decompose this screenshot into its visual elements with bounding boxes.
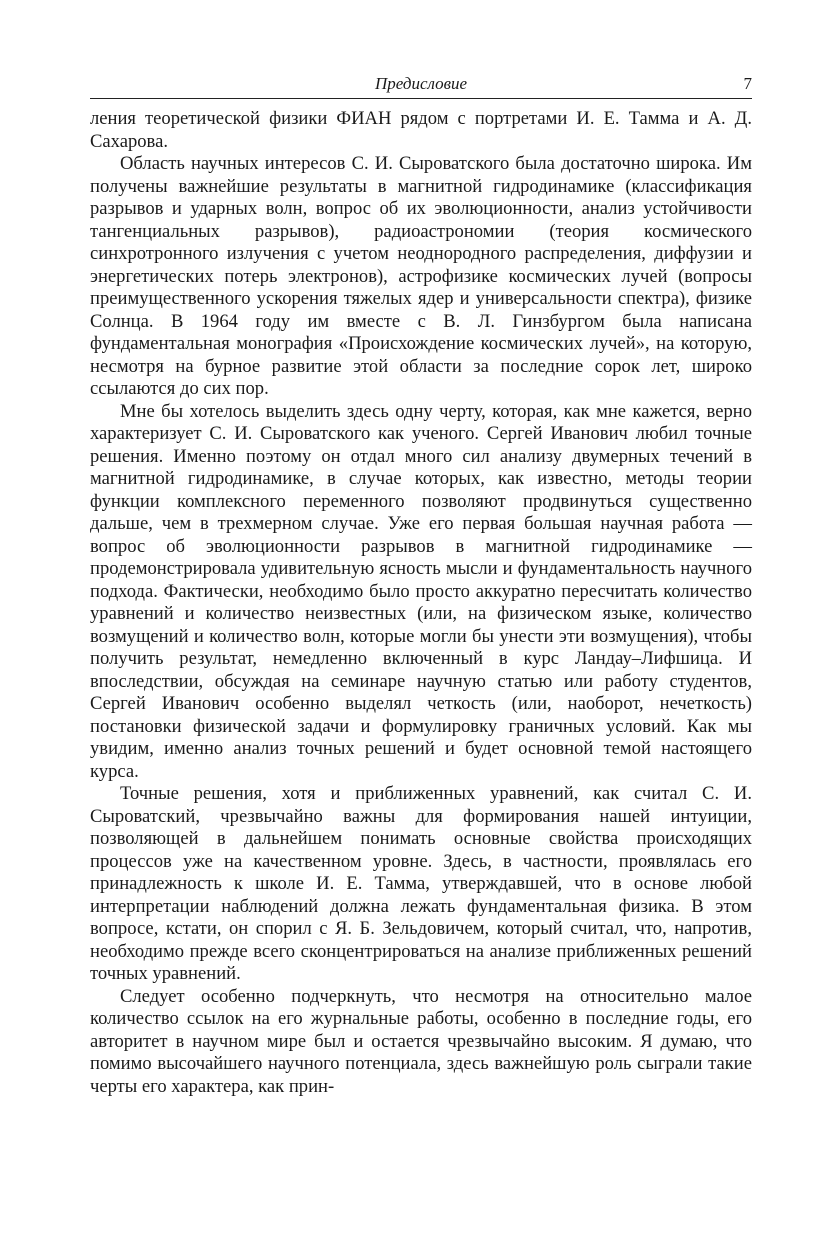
paragraph-authority: Следует особенно подчеркнуть, что несмотря на относительно малое количество ссылок на его журнальные работы, особенно в последние годы, его авторитет в научном мире был и остается чрезвычайно высоким. Я думаю, что помимо высочайшего научного потенциала, здесь важнейшую роль сыграли такие черты его характера, как прин- [90,985,752,1097]
page-number: 7 [743,74,752,93]
paragraph-intuition: Точные решения, хотя и приближенных уравнений, как считал С. И. Сыроватский, чрезвычайно важны для формирования нашей интуиции, позволяющей в дальнейшем понимать основные свойства происходящих процессов уже на качественном уровне. Здесь, в частности, проявлялась его принадлежность к школе И. Е. Тамма, утверждавшей, что в основе любой интерпретации наблюдений должна лежать фундаментальная физика. В этом вопросе, кстати, он спорил с Я. Б. Зельдовичем, который считал, что, напротив, необходимо прежде всего сконцентрироваться на анализе приближенных решений точных уравнений. [90,783,752,984]
running-header [90,72,752,99]
body-text [90,108,752,1098]
paragraph-continuation: ления теоретической физики ФИАН рядом с портретами И. Е. Тамма и А. Д. Сахарова. [90,108,752,152]
paragraph-research-interests: Область научных интересов С. И. Сыроватского была достаточно широка. Им получены важнейшие результаты в магнитной гидродинамике (классификация разрывов и ударных волн, вопрос об их эволюционности, анализ устойчивости тангенциальных разрывов), радиоастрономии (теория космического синхротронного излучения с учетом неоднородного распределения, диффузии и энергетических потерь электронов), астрофизике космических лучей (вопросы преимущественного ускорения тяжелых ядер и универсальности спектра), физике Солнца. В 1964 году им вместе с В. Л. Гинзбургом была написана фундаментальная монография «Происхождение космических лучей», на которую, несмотря на бурное развитие этой области за последние сорок лет, широко ссылаются до сих пор. [90,153,752,399]
paragraph-exact-solutions: Мне бы хотелось выделить здесь одну черту, которая, как мне кажется, верно характеризует С. И. Сыроватского как ученого. Сергей Иванович любил точные решения. Именно поэтому он отдал много сил анализу двумерных течений в магнитной гидродинамике, в случае которых, как известно, методы теории функции комплексного переменного позволяют продвинуться существенно дальше, чем в трехмерном случае. Уже его первая большая научная работа — вопрос об эволюционности разрывов в магнитной гидродинамике — продемонстрировала удивительную ясность мысли и фундаментальность научного подхода. Фактически, необходимо было просто аккуратно пересчитать количество уравнений и количество неизвестных (или, на физическом языке, количество возмущений и количество волн, которые могли бы унести эти возмущения), чтобы получить результат, немедленно включенный в курс Ландау–Лифшица. И впоследствии, обсуждая на семинаре научную статью или работу студентов, Сергей Иванович особенно выделял четкость (или, наоборот, нечеткость) постановки физической задачи и формулировку граничных условий. Как мы увидим, именно анализ точных решений и будет основной темой настоящего курса. [90,400,752,782]
running-title: Предисловие [374,74,468,93]
book-page [90,72,752,1098]
